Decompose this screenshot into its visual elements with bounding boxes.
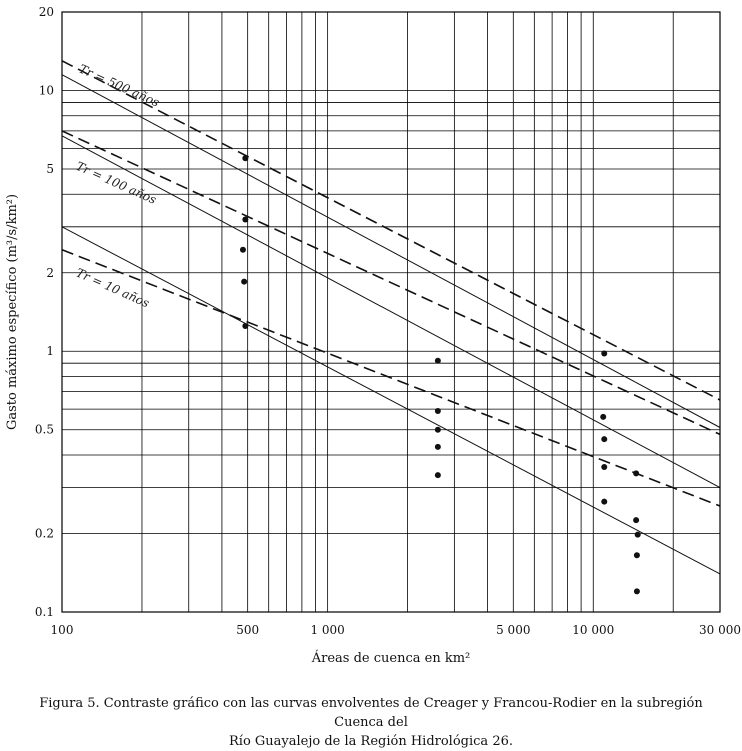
data-point [601, 499, 607, 505]
curve-label: Tr = 100 años [73, 158, 159, 207]
figure-caption [20, 694, 722, 751]
data-point [634, 552, 640, 558]
data-point [435, 472, 441, 478]
data-point [435, 408, 441, 414]
series-lines [62, 61, 720, 574]
y-tick-label: 20 [38, 5, 54, 19]
y-axis-label: Gasto máximo específico (m³/s/km²) [5, 193, 20, 431]
caption-line-2: Río Guayalejo de la Región Hidrológica 26. [229, 734, 513, 749]
creager-line [62, 75, 720, 428]
y-tick-label: 0.5 [34, 422, 54, 437]
curve-label: Tr = 10 años [73, 265, 152, 311]
creager-line [62, 136, 720, 488]
data-point [633, 517, 639, 523]
y-tick-label: 2 [46, 265, 54, 280]
data-point [601, 436, 607, 442]
y-tick-label: 1 [46, 344, 54, 359]
x-tick-label: 100 [50, 623, 74, 637]
y-tick-label: 10 [38, 83, 54, 98]
data-point [601, 351, 607, 357]
x-axis-label: Áreas de cuenca en km² [311, 651, 471, 666]
data-point [240, 247, 246, 253]
y-tick-label: 0.2 [34, 526, 54, 541]
data-point [242, 217, 248, 223]
francou-rodier-line [62, 61, 720, 400]
curve-label: Tr = 500 años [76, 61, 162, 110]
x-tick-label: 500 [236, 623, 260, 637]
data-point [435, 427, 441, 433]
data-point [633, 470, 639, 476]
data-point [242, 155, 248, 161]
data-point [435, 444, 441, 450]
creager-line [62, 227, 720, 574]
caption-line-1: Figura 5. Contraste gráfico con las curvas envolventes de Creager y Francou-Rodier en la subregión Cuenca del [39, 696, 703, 730]
data-points [240, 155, 641, 594]
data-point [600, 414, 606, 420]
francou-rodier-line [62, 131, 720, 435]
data-point [241, 279, 247, 285]
x-tick-label: 10 000 [572, 623, 615, 637]
data-point [435, 358, 441, 364]
data-point [634, 588, 640, 594]
data-point [635, 532, 641, 538]
data-point [601, 464, 607, 470]
francou-rodier-line [62, 250, 720, 506]
x-tick-label: 1 000 [310, 623, 345, 637]
x-tick-label: 30 000 [699, 623, 741, 637]
y-tick-label: 0.1 [34, 605, 54, 619]
x-tick-label: 5 000 [496, 623, 531, 637]
data-point [242, 323, 248, 329]
y-tick-label: 5 [46, 161, 54, 176]
